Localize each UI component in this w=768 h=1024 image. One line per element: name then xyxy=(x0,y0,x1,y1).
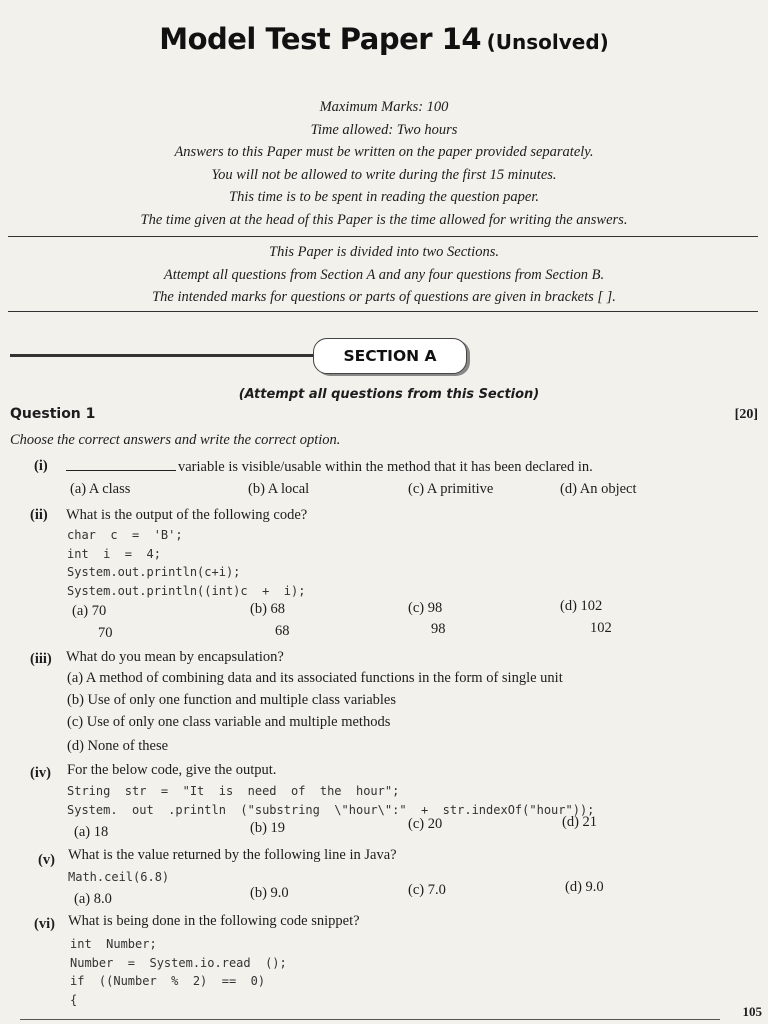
option: (b) 19 xyxy=(250,820,286,836)
title-main: Model Test Paper 14 xyxy=(159,22,482,56)
item-number: (iii) xyxy=(30,651,52,667)
code-line: char c = 'B'; xyxy=(67,528,183,542)
info-line: Answers to this Paper must be written on the paper provided separately. xyxy=(174,144,594,160)
code-line: String str = "It is need of the hour"; xyxy=(67,784,400,798)
code-line: Number = System.io.read (); xyxy=(70,955,287,970)
page-title xyxy=(0,22,768,56)
option: (a) 8.0 xyxy=(74,891,112,907)
code-line: int i = 4; xyxy=(67,546,161,561)
divider xyxy=(8,236,758,237)
item-text: What is the value returned by the following line in Java? xyxy=(68,847,397,863)
info-line: You will not be allowed to write during the first 15 minutes. xyxy=(211,166,557,183)
option: (c) 98 xyxy=(408,600,443,616)
item-number: (vi) xyxy=(34,916,55,932)
footer-rule xyxy=(20,1019,720,1020)
paper-instructions xyxy=(0,241,768,309)
info-line: Time allowed: Two hours xyxy=(310,121,458,138)
option: (a) A method of combining data and its associated functions in the form of single unit xyxy=(67,670,563,686)
code-line: System.out.println((int)c + i); xyxy=(67,583,306,598)
exam-info xyxy=(0,96,768,231)
code-line: if ((Number % 2) == 0) xyxy=(70,974,266,988)
item-text: What is the output of the following code? xyxy=(66,507,308,523)
item-text-content: variable is visible/usable within the method that it has been declared in. xyxy=(178,459,593,475)
option: (c) 20 xyxy=(408,816,443,832)
section-subtitle: (Attempt all questions from this Section) xyxy=(238,387,540,402)
instruction-line: Attempt all questions from Section A and any four questions from Section B. xyxy=(163,266,605,283)
info-line: Maximum Marks: 100 xyxy=(319,99,449,115)
code-block xyxy=(67,782,594,819)
instruction-line: This Paper is divided into two Sections. xyxy=(269,244,499,260)
code-line: System.out.println(c+i); xyxy=(67,565,241,579)
item-text: What is being done in the following code snippet? xyxy=(68,913,360,929)
title-subtitle: (Unsolved) xyxy=(486,30,609,54)
option: (d) None of these xyxy=(67,738,169,754)
section-title: SECTION A xyxy=(313,338,467,374)
info-line: The time given at the head of this Paper is the time allowed for writing the answers. xyxy=(140,211,628,228)
option: (d) An object xyxy=(560,481,637,497)
code-line: { xyxy=(70,992,78,1007)
option: (c) Use of only one class variable and multiple methods xyxy=(67,714,391,730)
option: (a) 18 xyxy=(74,824,109,840)
question-instruction: Choose the correct answers and write the correct option. xyxy=(10,432,341,448)
question-marks: [20] xyxy=(734,407,758,422)
section-rule xyxy=(10,354,315,357)
option: (b) 9.0 xyxy=(250,885,289,901)
option-line2: 98 xyxy=(431,621,446,637)
code-block xyxy=(68,868,169,887)
option-line2: 102 xyxy=(590,620,612,636)
answer-blank xyxy=(66,458,176,471)
page-number: 105 xyxy=(742,1004,762,1019)
item-text xyxy=(66,458,593,476)
option: (c) A primitive xyxy=(408,481,494,497)
option: (d) 102 xyxy=(560,598,603,614)
item-text: What do you mean by encapsulation? xyxy=(66,649,284,665)
option: (a) A class xyxy=(70,481,131,497)
question-label: Question 1 xyxy=(10,406,96,422)
item-text: For the below code, give the output. xyxy=(67,762,277,778)
instruction-line: The intended marks for questions or parts of questions are given in brackets [ ]. xyxy=(152,289,616,305)
option: (d) 21 xyxy=(562,814,598,830)
option: (a) 70 xyxy=(72,603,107,619)
code-line: System. out .println ("substring \"hour\":" + str.indexOf("hour")); xyxy=(67,802,595,817)
item-number: (v) xyxy=(38,852,55,868)
option-line2: 70 xyxy=(98,625,113,641)
info-line: This time is to be spent in reading the question paper. xyxy=(229,189,539,205)
item-number: (i) xyxy=(34,458,48,474)
option: (b) A local xyxy=(248,481,310,497)
item-number: (iv) xyxy=(30,765,51,781)
option: (c) 7.0 xyxy=(408,882,446,898)
option: (d) 9.0 xyxy=(565,879,604,895)
option: (b) 68 xyxy=(250,601,286,617)
code-block xyxy=(70,935,287,1009)
code-line: Math.ceil(6.8) xyxy=(68,870,170,884)
code-block xyxy=(67,526,305,600)
item-number: (ii) xyxy=(30,507,48,523)
divider xyxy=(8,311,758,312)
option-line2: 68 xyxy=(275,623,290,639)
code-line: int Number; xyxy=(70,937,157,951)
option: (b) Use of only one function and multiple class variables xyxy=(67,692,396,708)
